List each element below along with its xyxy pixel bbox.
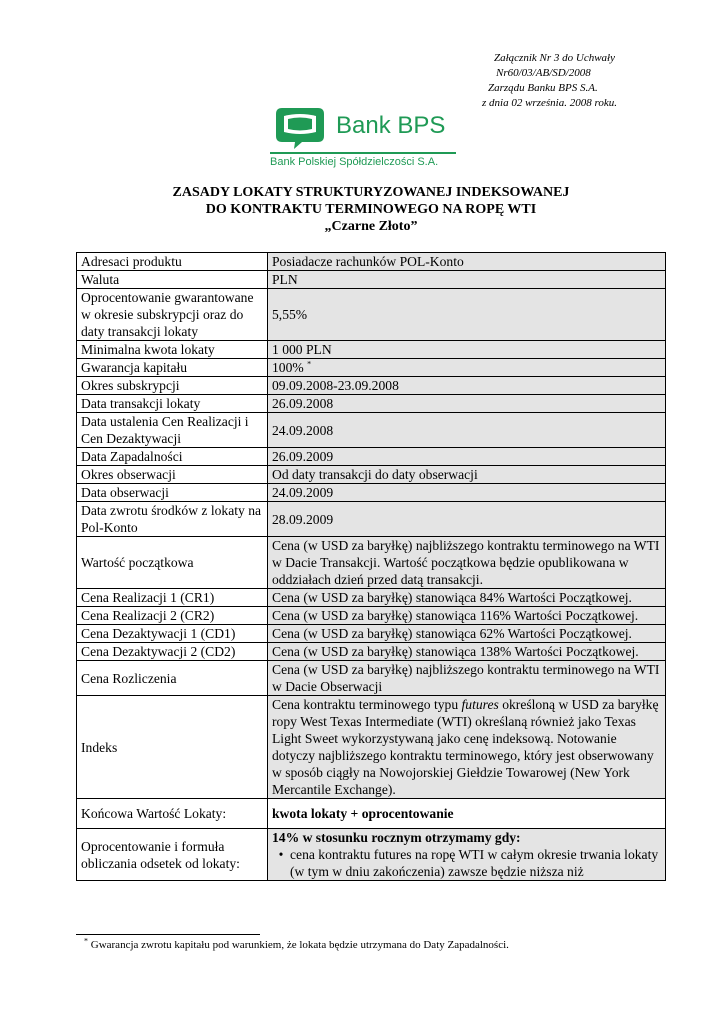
index-value-italic: futures xyxy=(461,697,499,712)
row-label: Cena Dezaktywacji 1 (CD1) xyxy=(77,625,268,643)
guarantee-value: 100% xyxy=(272,360,304,375)
table-row xyxy=(77,607,666,625)
row-value: PLN xyxy=(268,271,666,289)
table-row xyxy=(77,377,666,395)
annex-line-4: z dnia 02 września. 2008 roku. xyxy=(482,97,617,109)
table-row xyxy=(77,466,666,484)
interest-heading: 14% w stosunku rocznym otrzymamy gdy: xyxy=(272,830,521,845)
row-label: Data zwrotu środków z lokaty na Pol-Konto xyxy=(77,502,268,537)
row-value: Cena (w USD za baryłkę) stanowiąca 116% Wartości Początkowej. xyxy=(268,607,666,625)
row-label: Okres subskrypcji xyxy=(77,377,268,395)
row-value: 28.09.2009 xyxy=(268,502,666,537)
row-label: Wartość początkowa xyxy=(77,537,268,589)
table-row xyxy=(77,359,666,377)
table-row xyxy=(77,413,666,448)
row-label: Cena Dezaktywacji 2 (CD2) xyxy=(77,643,268,661)
footnote-divider xyxy=(76,934,260,935)
table-row xyxy=(77,253,666,271)
row-label: Cena Rozliczenia xyxy=(77,661,268,696)
row-label: Cena Realizacji 2 (CR2) xyxy=(77,607,268,625)
bank-logo xyxy=(270,106,460,170)
row-value: Cena (w USD za baryłkę) stanowiąca 62% Wartości Początkowej. xyxy=(268,625,666,643)
table-row xyxy=(77,289,666,341)
index-label: Indeks xyxy=(77,696,268,799)
table-row xyxy=(77,537,666,589)
row-value: 5,55% xyxy=(268,289,666,341)
annex-header xyxy=(478,51,653,111)
table-row xyxy=(77,341,666,359)
row-label: Okres obserwacji xyxy=(77,466,268,484)
row-value: Cena (w USD za baryłkę) najbliższego kontraktu terminowego na WTI w Dacie Obserwacji xyxy=(268,661,666,696)
final-value-value: kwota lokaty + oprocentowanie xyxy=(268,799,666,829)
row-label: Adresaci produktu xyxy=(77,253,268,271)
footnote-mark: * xyxy=(84,936,88,946)
row-label: Oprocentowanie gwarantowane w okresie subskrypcji oraz do daty transakcji lokaty xyxy=(77,289,268,341)
row-label: Minimalna kwota lokaty xyxy=(77,341,268,359)
table-row xyxy=(77,484,666,502)
interest-value xyxy=(268,829,666,881)
table-row-index xyxy=(77,696,666,799)
final-value-label: Końcowa Wartość Lokaty: xyxy=(77,799,268,829)
row-label: Cena Realizacji 1 (CR1) xyxy=(77,589,268,607)
row-value: Cena (w USD za baryłkę) najbliższego kontraktu terminowego na WTI w Dacie Transakcji. Wartość początkowa będzie opublikowana w oddziałach dzień przed datą transakcji. xyxy=(268,537,666,589)
annex-line-2: Nr60/03/AB/SD/2008 xyxy=(496,67,591,79)
row-label: Data transakcji lokaty xyxy=(77,395,268,413)
row-value: 24.09.2008 xyxy=(268,413,666,448)
interest-bullet-text: cena kontraktu futures na ropę WTI w całym okresie trwania lokaty (w tym w dniu zakończenia) zawsze będzie niższa niż xyxy=(290,847,659,879)
index-value xyxy=(268,696,666,799)
row-value: 09.09.2008-23.09.2008 xyxy=(268,377,666,395)
table-row xyxy=(77,589,666,607)
row-label: Data Zapadalności xyxy=(77,448,268,466)
row-value: 26.09.2009 xyxy=(268,448,666,466)
row-label: Data obserwacji xyxy=(77,484,268,502)
table-row-interest xyxy=(77,829,666,881)
row-label: Gwarancja kapitału xyxy=(77,359,268,377)
guarantee-footnote-mark: * xyxy=(307,359,312,369)
table-row xyxy=(77,395,666,413)
table-row xyxy=(77,625,666,643)
row-value-guarantee xyxy=(268,359,666,377)
annex-line-1: Załącznik Nr 3 do Uchwały xyxy=(494,52,615,64)
title-line-1: ZASADY LOKATY STRUKTURYZOWANEJ INDEKSOWANEJ xyxy=(172,185,570,200)
title-line-3: „Czarne Złoto” xyxy=(324,219,418,234)
row-value: 26.09.2008 xyxy=(268,395,666,413)
terms-table-body xyxy=(77,253,666,881)
bank-logo-name: Bank BPS xyxy=(336,112,446,139)
row-label: Data ustalenia Cen Realizacji i Cen Dezaktywacji xyxy=(77,413,268,448)
table-row-final-value xyxy=(77,799,666,829)
bank-logo-rule xyxy=(270,152,456,154)
table-row xyxy=(77,448,666,466)
row-value: Od daty transakcji do daty obserwacji xyxy=(268,466,666,484)
interest-label: Oprocentowanie i formuła obliczania odsetek od lokaty: xyxy=(77,829,268,881)
footnote xyxy=(84,936,509,951)
table-row xyxy=(77,643,666,661)
row-value: Posiadacze rachunków POL-Konto xyxy=(268,253,666,271)
row-value: Cena (w USD za baryłkę) stanowiąca 84% Wartości Początkowej. xyxy=(268,589,666,607)
bullet-icon: • xyxy=(278,847,284,862)
table-row xyxy=(77,271,666,289)
bank-logo-subtitle: Bank Polskiej Spółdzielczości S.A. xyxy=(270,156,439,168)
row-value: 1 000 PLN xyxy=(268,341,666,359)
row-label: Waluta xyxy=(77,271,268,289)
interest-bullet-item xyxy=(272,846,661,880)
document-title xyxy=(76,184,666,235)
table-row xyxy=(77,661,666,696)
index-value-part-1: Cena kontraktu terminowego typu xyxy=(272,697,462,712)
annex-line-3: Zarządu Banku BPS S.A. xyxy=(488,82,598,94)
title-line-2: DO KONTRAKTU TERMINOWEGO NA ROPĘ WTI xyxy=(205,202,537,217)
terms-table xyxy=(76,252,666,881)
row-value: Cena (w USD za baryłkę) stanowiąca 138% Wartości Początkowej. xyxy=(268,643,666,661)
footnote-text: Gwarancja zwrotu kapitału pod warunkiem, że lokata będzie utrzymana do Daty Zapadalności. xyxy=(88,939,509,951)
index-value-part-2: określoną w USD za baryłkę ropy West Texas Intermediate (WTI) określaną również jako Texas Light Sweet wykorzystywaną jako cenę indeksową. Notowanie dotyczy najbliższego kontraktu terminowego, który jest obserwowany w sposób ciągły na Nowojorskiej Giełdzie Towarowej (New York Mercantile Exchange). xyxy=(272,697,659,797)
row-value: 24.09.2009 xyxy=(268,484,666,502)
table-row xyxy=(77,502,666,537)
bank-logo-icon xyxy=(270,106,330,150)
